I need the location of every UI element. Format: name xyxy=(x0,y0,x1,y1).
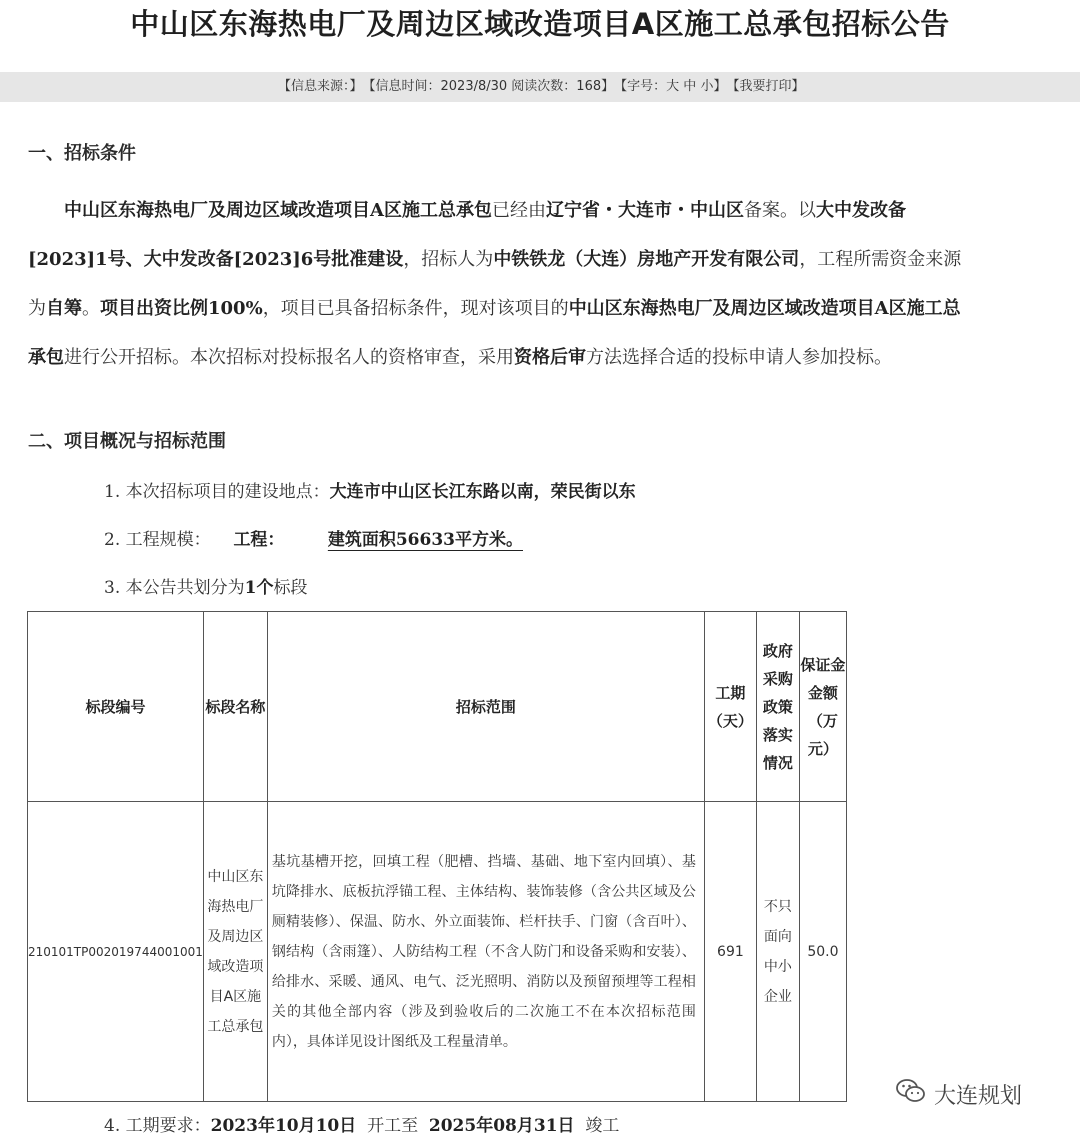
item-location-label: 1. 本次招标项目的建设地点： xyxy=(104,482,330,502)
item-location-value: 大连市中山区长江东路以南，荣民街以东 xyxy=(329,482,636,502)
font-size-medium-link[interactable]: 中 xyxy=(683,79,697,94)
item-schedule-start: 2023年10月10日 xyxy=(210,1116,357,1136)
item-schedule-end: 2025年08月31日 xyxy=(428,1116,575,1136)
info-time-reads: 【信息时间：2023/8/30 阅读次数：168】 xyxy=(362,79,615,94)
bid-section-table xyxy=(27,611,847,1102)
item-scale xyxy=(104,528,561,552)
font-size-prefix: 【字号： xyxy=(614,79,667,94)
paragraph-run: ，招标人为 xyxy=(403,249,494,270)
paragraph-run: 资格后审 xyxy=(514,347,586,368)
cell-policy: 不只面向中小企业 xyxy=(756,802,799,1102)
item-schedule-middle: 开工至 xyxy=(367,1116,419,1136)
table-header-row xyxy=(28,612,847,802)
cell-section-name: 中山区东海热电厂及周边区域改造项目A区施工总承包 xyxy=(203,802,267,1102)
item-location xyxy=(104,480,636,504)
section1-paragraph xyxy=(28,186,978,382)
header-section-name: 标段名称 xyxy=(203,612,267,802)
item-schedule xyxy=(104,1114,619,1138)
item-schedule-label: 4. 工期要求： xyxy=(104,1116,211,1136)
info-source: 【信息来源：】 xyxy=(278,79,363,94)
item-scale-label: 2. 工程规模： xyxy=(104,530,211,550)
paragraph-run: 备案。以 xyxy=(743,200,816,221)
paragraph-run: 中山区东海热电厂及周边区域改造项目A区施工总承包 xyxy=(28,298,961,368)
paragraph-run: 已经由 xyxy=(491,200,546,221)
cell-period: 691 xyxy=(704,802,756,1102)
item-sections xyxy=(104,576,307,600)
paragraph-run: ，工程所需资金来源为 xyxy=(28,249,962,319)
paragraph-run: 方法选择合适的投标申请人参加投标。 xyxy=(586,347,892,368)
item-sections-suffix: 标段 xyxy=(273,578,308,598)
paragraph-run: 中铁铁龙（大连）房地产开发有限公司 xyxy=(493,249,800,270)
section1-heading: 一、招标条件 xyxy=(28,143,136,164)
header-period: 工期（天） xyxy=(704,612,756,802)
cell-deposit: 50.0 xyxy=(799,802,846,1102)
item-scale-value xyxy=(290,530,561,550)
item-sections-count: 1个 xyxy=(244,578,274,598)
item-sections-prefix: 3. 本公告共划分为 xyxy=(104,578,245,598)
print-link[interactable]: 【我要打印】 xyxy=(726,79,805,94)
font-size-suffix: 】 xyxy=(713,79,727,94)
cell-section-code: 210101TP002019744001001 xyxy=(28,802,204,1102)
header-policy: 政府采购政策落实情况 xyxy=(756,612,799,802)
item-scale-value-text: 建筑面积56633平方米。 xyxy=(327,530,523,550)
font-size-small-link[interactable]: 小 xyxy=(700,79,714,94)
item-scale-value-label: 工程： xyxy=(233,530,285,550)
paragraph-run: 项目出资比例100% xyxy=(100,298,263,319)
watermark xyxy=(896,1078,1022,1110)
paragraph-run: 大中发改备[2023]1号、大中发改备[2023]6号批准建设 xyxy=(28,200,906,270)
header-section-code: 标段编号 xyxy=(28,612,204,802)
paragraph-run: 进行公开招标。本次招标对投标报名人的资格审查，采用 xyxy=(64,347,514,368)
watermark-text: 大连规划 xyxy=(934,1083,1023,1109)
paragraph-run: 自筹 xyxy=(46,298,82,319)
info-bar xyxy=(0,72,1080,102)
section1-paragraph-text xyxy=(28,186,978,382)
font-size-large-link[interactable]: 大 xyxy=(666,79,680,94)
header-scope: 招标范围 xyxy=(267,612,704,802)
page-title: 中山区东海热电厂及周边区域改造项目A区施工总承包招标公告 xyxy=(130,7,950,41)
header-deposit: 保证金金额（万元） xyxy=(799,612,846,802)
section2-heading: 二、项目概况与招标范围 xyxy=(28,431,226,452)
paragraph-run: 辽宁省・大连市・中山区 xyxy=(545,200,744,221)
paragraph-run: 。 xyxy=(82,298,100,319)
paragraph-run: ，项目已具备招标条件，现对该项目的 xyxy=(262,298,569,319)
item-schedule-suffix: 竣工 xyxy=(585,1116,620,1136)
table-row xyxy=(28,802,847,1102)
paragraph-run: 中山区东海热电厂及周边区域改造项目A区施工总承包 xyxy=(64,200,492,221)
cell-scope: 基坑基槽开挖，回填工程（肥槽、挡墙、基础、地下室内回填）、基坑降排水、底板抗浮锚工程、主体结构、装饰装修（含公共区域及公厕精装修）、保温、防水、外立面装饰、栏杆扶手、门窗（含百叶）、钢结构（含雨篷）、人防结构工程（不含人防门和设备采购和安装）、给排水、采暖、通风、电气、泛光照明、消防以及预留预埋等工程相关的其他全部内容（涉及到验收后的二次施工不在本次招标范围内），具体详见设计图纸及工程量清单。 xyxy=(267,802,704,1102)
wechat-icon xyxy=(896,1078,926,1110)
paragraph-run xyxy=(28,200,64,221)
